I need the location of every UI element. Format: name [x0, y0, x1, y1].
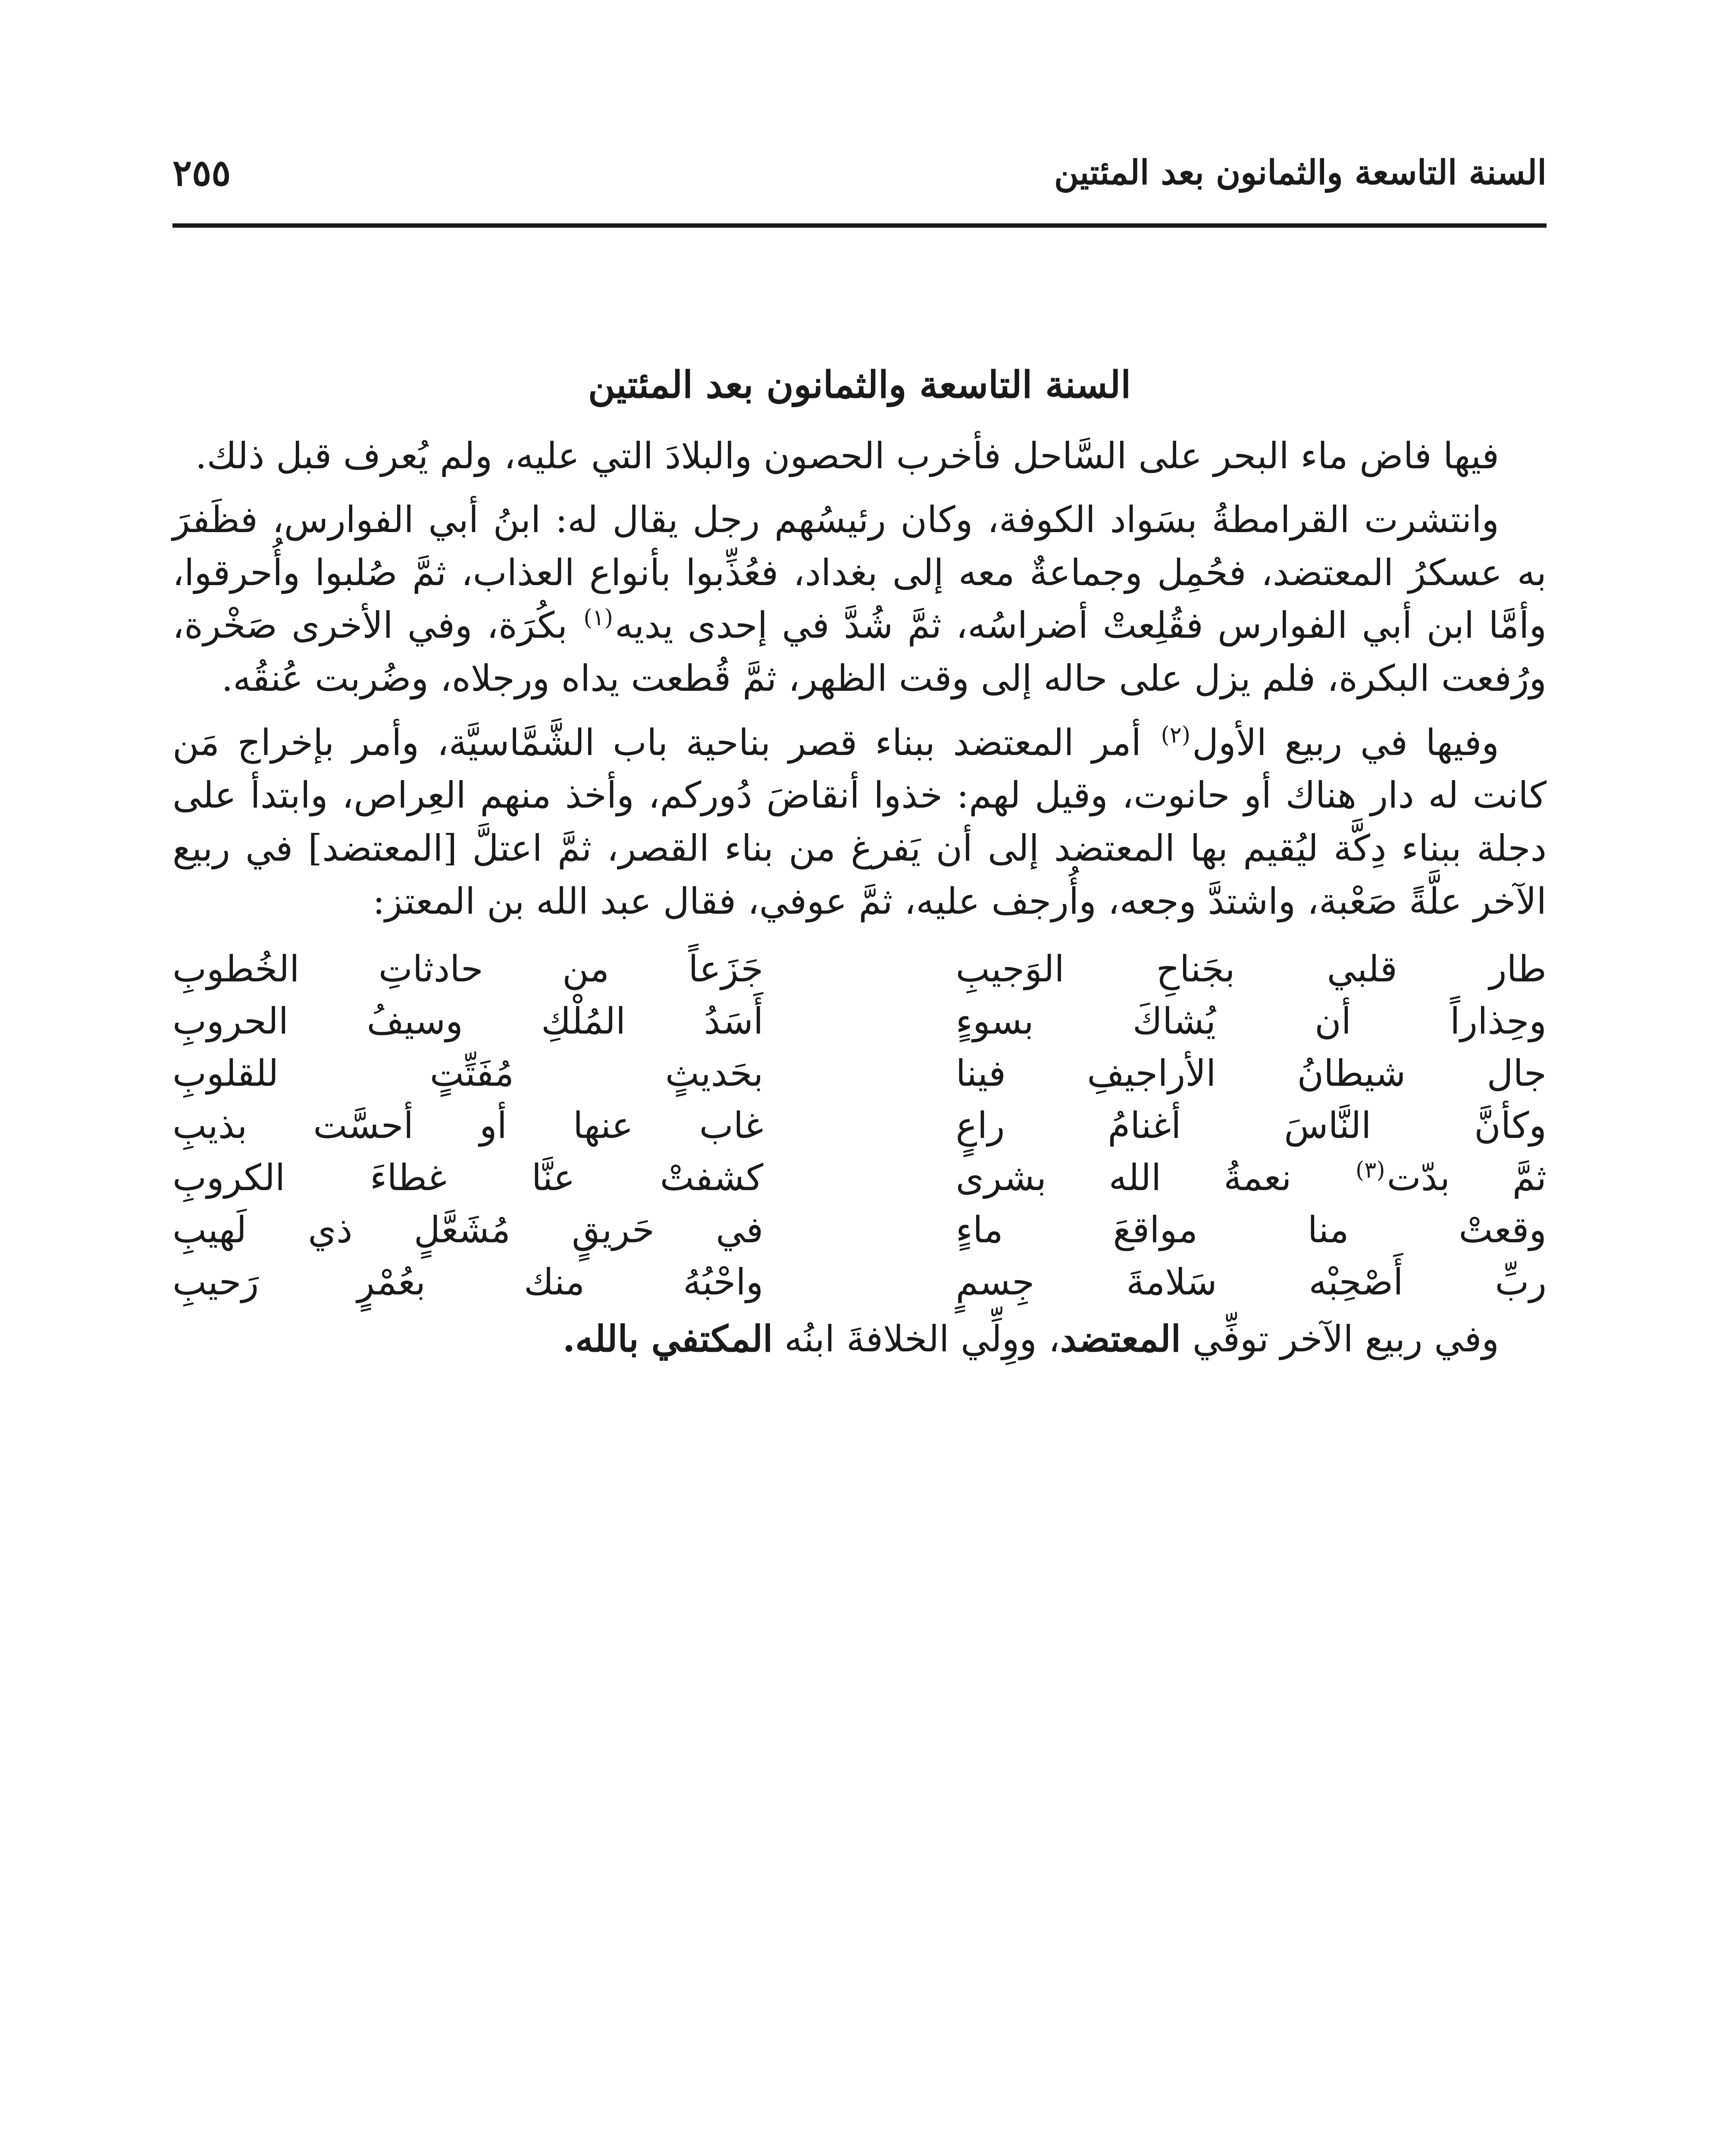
paragraph-text: ، ووِلِّي الخلافةَ ابنُه [784, 1317, 1060, 1360]
verse-first-half: وكأنَّ النَّاسَ أغنامُ راعٍ [955, 1104, 1547, 1147]
paragraph-qarmatians [172, 493, 1547, 705]
hemistich-text: نعمةُ الله بشرى [955, 1156, 1292, 1199]
name-muktafi: المكتفي بالله. [562, 1317, 773, 1360]
verse-first-half: ربِّ أَصْحِبْه سَلامةَ جِسمٍ [955, 1260, 1547, 1303]
verse-second-half: غاب عنها أو أحسَّت بذيبِ [172, 1104, 764, 1147]
running-title: السنة التاسعة والثمانون بعد المئتين [1054, 153, 1547, 192]
verse-first-half: طار قلبي بجَناحِ الوَجيبِ [955, 948, 1547, 990]
chapter-title: السنة التاسعة والثمانون بعد المئتين [588, 363, 1131, 407]
poem-verse [172, 995, 1547, 1047]
verse-second-half: كشفتْ عنَّا غطاءَ الكروبِ [172, 1156, 764, 1199]
verse-second-half: في حَريقٍ مُشَعَّلٍ ذي لَهيبِ [172, 1208, 764, 1251]
paragraph-palace [172, 716, 1547, 928]
poem-verse [172, 1152, 1547, 1204]
footnote-ref-3: (٣) [1356, 1157, 1385, 1183]
name-mutadid: المعتضد [1060, 1317, 1181, 1360]
verse-second-half: بحَديثٍ مُفَتِّتٍ للقلوبِ [172, 1052, 764, 1095]
verse-second-half: أَسَدُ المُلْكِ وسيفُ الحروبِ [172, 1000, 764, 1043]
paragraph-text: فيها فاض ماء البحر على السَّاحل فأخرب الحصون والبلادَ التي عليه، ولم يُعرف قبل ذلك. [195, 434, 1499, 477]
poem-verse [172, 943, 1547, 995]
paragraph-death [172, 1313, 1547, 1366]
paragraph-text: أمر المعتضد ببناء قصر بناحية باب الشَّمَّاسيَّة، وأمر بإخراج مَن كانت له دار هناك أو حانوت، وقيل لهم: خذوا أنقاضَ دُوركم، وأخذ منهم العِراص، وابتدأ على دجلة ببناء دِكَّة ليُقيم بها المعتضد إلى أن يَفرغ من بناء القصر، ثمَّ اعتلَّ [المعتضد] في ربيع الآخر علَّةً صَعْبة، واشتدَّ وجعه، وأُرجف عليه، ثمَّ عوفي، فقال عبد الله بن المعتز: [172, 721, 1547, 922]
footnote-ref-2: (٢) [1161, 722, 1190, 748]
poem-verse [172, 1100, 1547, 1152]
paragraph-text: وفي ربيع الآخر توفِّي [1192, 1317, 1499, 1360]
paragraph-text: وفيها في ربيع الأول [1192, 721, 1500, 764]
paragraph-text: بكُرَة، وفي الأخرى صَخْرة، ورُفعت البكرة، فلم يزل على حاله إلى وقت الظهر، ثمَّ قُطعت يداه ورجلاه، وضُربت عُنقُه. [172, 604, 1547, 700]
verse-first-half [956, 1152, 1547, 1204]
poem-verse [172, 1256, 1547, 1308]
hemistich-text: ثمَّ بدّت [1387, 1156, 1547, 1199]
verse-first-half: جال شيطانُ الأراجيفِ فينا [955, 1052, 1547, 1095]
verse-first-half: وقعتْ منا مواقعَ ماءٍ [955, 1208, 1547, 1251]
main-text [172, 358, 1547, 1376]
page-number: ٢٥٥ [172, 151, 231, 194]
poem-verse [172, 1204, 1547, 1256]
verse-first-half: وحِذاراً أن يُشاكَ بسوءٍ [955, 1000, 1547, 1043]
poem-verse [172, 1047, 1547, 1100]
verse-second-half: واحْبُهُ منك بعُمْرٍ رَحيبِ [172, 1260, 764, 1303]
header-rule [172, 223, 1547, 228]
poem [172, 943, 1547, 1308]
footnote-ref-1: (١) [583, 605, 613, 631]
paragraph-text: وانتشرت القرامطةُ بسَواد الكوفة، وكان رئيسُهم رجل يقال له: ابنُ أبي الفوارس، فظَفرَ به عسكرُ المعتضد، فحُمِل وجماعةٌ معه إلى بغداد، فعُذِّبوا بأنواع العذاب، ثمَّ صُلبوا وأُحرقوا، وأمَّا ابن أبي الفوارس فقُلِعتْ أضراسُه، ثمَّ شُدَّ في إحدى يديه [172, 498, 1547, 647]
paragraph-sea-flood [172, 429, 1547, 483]
verse-second-half: جَزَعاً من حادثاتِ الخُطوبِ [172, 948, 764, 990]
running-header [172, 142, 1547, 203]
